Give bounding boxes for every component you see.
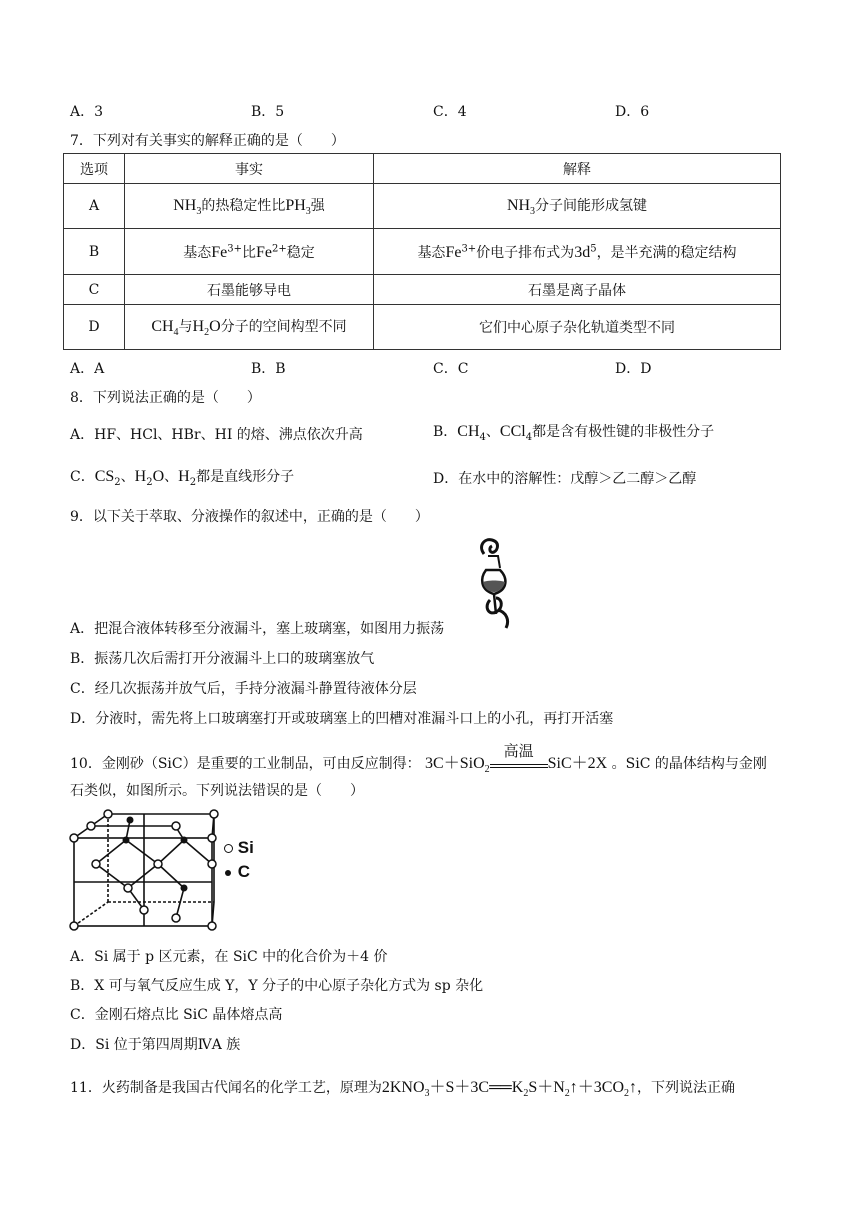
table-row (64, 305, 781, 350)
q6-option-a: A．3 (70, 104, 104, 120)
c-atom-icon (225, 870, 231, 876)
q11-stem: 11．火药制备是我国古代闻名的化学工艺，原理为$2KNO_3+S+3C══K_2S+N_2↑+3CO_2↑$，下列说法正确 (70, 1079, 736, 1100)
q10-stem-line2: 石类似，如图所示。下列说法错误的是（ ） (70, 783, 364, 799)
q7-stem: 7．下列对有关事实的解释正确的是（ ） (70, 133, 345, 149)
legend-si: Si (224, 838, 254, 858)
row-fact: 石墨能够导电 (125, 275, 374, 305)
q8-option-a: A．HF、HCl、HBr、HI 的熔、沸点依次升高 (70, 427, 363, 443)
header-fact: 事实 (125, 154, 374, 184)
row-explanation: 它们中心原子杂化轨道类型不同 (374, 305, 781, 350)
gunpowder-equation: $2KNO_3+S+3C══K_2S+N_2↑+3CO_2↑$ (381, 1079, 638, 1100)
header-explanation: 解释 (374, 154, 781, 184)
row-key: D (64, 305, 125, 350)
table-row (64, 229, 781, 275)
row-explanation: $NH_3$分子间能形成氢键 (374, 184, 781, 229)
legend-c: C (224, 862, 250, 882)
q7-option-b: B．B (251, 361, 286, 377)
table-header-row (64, 154, 781, 184)
separatory-funnel-shaking-figure (470, 534, 522, 634)
q9-option-c: C．经几次振荡并放气后，手持分液漏斗静置待液体分层 (70, 681, 417, 697)
row-explanation: 基态$Fe^{3+}$价电子排布式为$3d^5$，是半充满的稳定结构 (374, 229, 781, 275)
q8-option-b: B．$CH_4$、CCl$_4$都是含有极性键的非极性分子 (433, 423, 715, 443)
q7-option-d: D．D (615, 361, 652, 377)
q6-option-b: B．5 (251, 104, 285, 120)
row-key: B (64, 229, 125, 275)
sic-crystal-structure-figure (66, 806, 236, 932)
si-atom-icon (224, 844, 233, 853)
q10-option-b: B．X 可与氧气反应生成 Y，Y 分子的中心原子杂化方式为 sp 杂化 (70, 978, 484, 994)
q8-stem: 8．下列说法正确的是（ ） (70, 390, 261, 406)
q10-option-d: D．Si 位于第四周期ⅣA 族 (70, 1037, 241, 1053)
reaction-equals-sign (490, 764, 548, 768)
q6-option-c: C．4 (433, 104, 467, 120)
q6-option-d: D．6 (615, 104, 650, 120)
row-fact: $CH_4$与$H_2O$分子的空间构型不同 (125, 305, 374, 350)
q9-option-b: B．振荡几次后需打开分液漏斗上口的玻璃塞放气 (70, 651, 375, 667)
q10-option-a: A．Si 属于 p 区元素，在 SiC 中的化合价为＋4 价 (70, 949, 388, 965)
q8-option-c: C．$CS_2$、$H_2O$、$H_2$都是直线形分子 (70, 468, 295, 488)
q9-stem: 9．以下关于萃取、分液操作的叙述中，正确的是（ ） (70, 509, 429, 525)
row-fact: $NH_3$的热稳定性比$PH_3$强 (125, 184, 374, 229)
q9-option-a: A．把混合液体转移至分液漏斗，塞上玻璃塞，如图用力振荡 (70, 621, 445, 637)
q7-table (63, 153, 781, 350)
reaction-condition: 高温 (503, 744, 534, 761)
table-row (64, 184, 781, 229)
q10-stem-line1: 10．金刚砂（SiC）是重要的工业制品，可由反应制得： 3C＋SiO$_2$ 高温 SiC＋2X 。SiC 的晶体结构与金刚 (70, 750, 767, 775)
row-fact: 基态$Fe^{3+}$比$Fe^{2+}$稳定 (125, 229, 374, 275)
q10-option-c: C．金刚石熔点比 SiC 晶体熔点高 (70, 1007, 283, 1023)
row-explanation: 石墨是离子晶体 (374, 275, 781, 305)
reaction-equation: 3C＋SiO$_2$ 高温 SiC＋2X (425, 755, 607, 772)
q7-option-a: A．A (70, 361, 105, 377)
q9-option-d: D．分液时，需先将上口玻璃塞打开或玻璃塞上的凹槽对准漏斗口上的小孔，再打开活塞 (70, 711, 614, 727)
table-row (64, 275, 781, 305)
row-key: A (64, 184, 125, 229)
header-option: 选项 (64, 154, 125, 184)
q8-option-d: D．在水中的溶解性：戊醇＞乙二醇＞乙醇 (433, 471, 697, 487)
row-key: C (64, 275, 125, 305)
q7-option-c: C．C (433, 361, 469, 377)
